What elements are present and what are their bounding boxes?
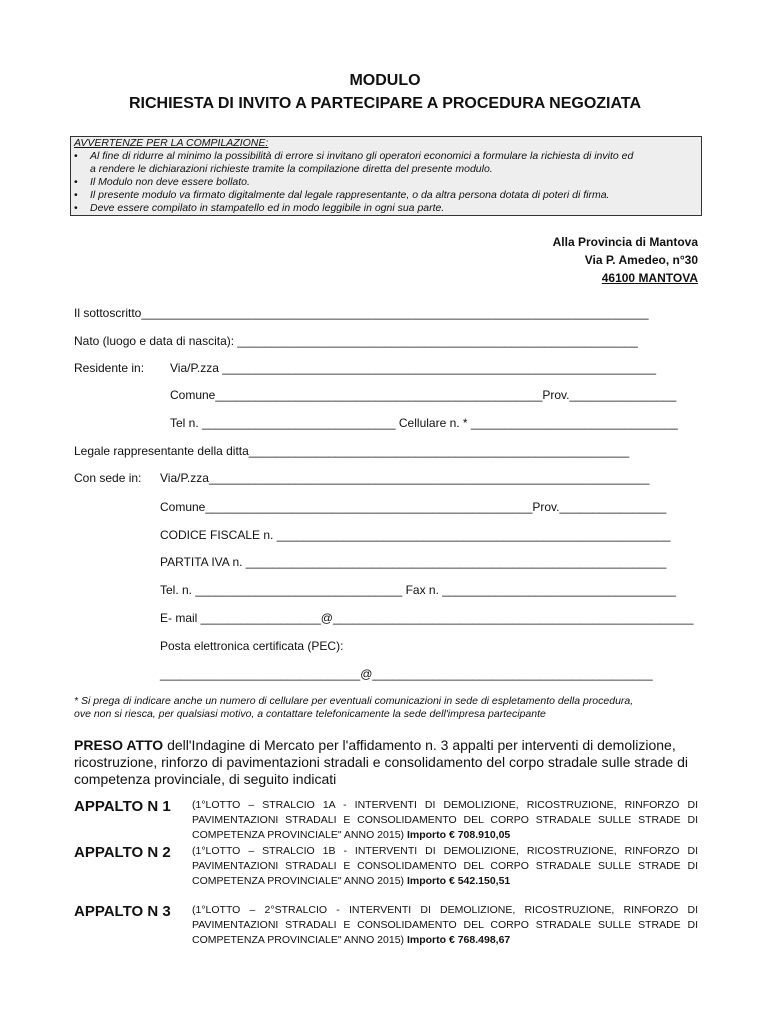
warning-item: • Il presente modulo va firmato digitalmente dal legale rappresentante, o da altra persona dotata di poteri di firma. [74,189,610,201]
appalto-description: (1°LOTTO – STRALCIO 1A - INTERVENTI DI DEMOLIZIONE, RICOSTRUZIONE, RINFORZO DI PAVIMENTAZIONI STRADALI E CONSOLIDAMENTO DEL CORPO STRADALE SULLE STRADE DI COMPETENZA PROVINCIALE" ANNO 2015) Importo € 708.910,05 [192,799,698,841]
bullet-icon: • [74,150,78,162]
email-field[interactable]: E- mail __________________@______________________________________________________ [160,611,694,625]
warnings-heading: AVVERTENZE PER LA COMPILAZIONE: [74,137,269,149]
warning-item: • Deve essere compilato in stampatello ed in modo leggibile in ogni sua parte. [74,202,445,214]
appalto-label: APPALTO N 2 [74,844,171,861]
sottoscritto-field[interactable]: Il sottoscritto____________________________________________________________________________ [74,306,649,320]
warnings-box [70,136,702,216]
residente-via-field[interactable]: Via/P.zza _________________________________________________________________ [170,361,657,375]
preso-atto-text: dell'Indagine di Mercato per l'affidamento n. 3 appalti per interventi di demolizione, ricostruzione, rinforzo di pavimentazioni stradali e consolidamento del corpo stradale sulle strade di competenza provinciale, di seguito indicati [74,737,688,787]
page-title: MODULO [349,72,421,89]
residente-comune-field[interactable]: Comune_________________________________________________Prov.________________ [170,388,677,402]
bullet-icon: • [74,202,78,214]
residente-tel-field[interactable]: Tel n. _____________________________ Cellulare n. * _______________________________ [170,416,678,430]
pec-field[interactable]: ______________________________@__________________________________________ [160,667,653,681]
recipient-line: 46100 MANTOVA [601,271,698,285]
appalto-description: (1°LOTTO – STRALCIO 1B - INTERVENTI DI DEMOLIZIONE, RICOSTRUZIONE, RINFORZO DI PAVIMENTAZIONI STRADALI E CONSOLIDAMENTO DEL CORPO STRADALE SULLE STRADE DI COMPETENZA PROVINCIALE" ANNO 2015) Importo € 542.150,51 [192,845,698,887]
residente-label: Residente in: [74,361,145,375]
page-subtitle: RICHIESTA DI INVITO A PARTECIPARE A PROCEDURA NEGOZIATA [128,95,641,112]
note-line: * Si prega di indicare anche un numero di cellulare per eventuali comunicazioni in sede di espletamento della procedura, [74,695,634,707]
note-line: ove non si riesca, per qualsiasi motivo, a contattare telefonicamente la sede dell'impresa partecipante [74,708,546,720]
bullet-icon: • [74,189,78,201]
appalto-label: APPALTO N 1 [74,798,171,815]
appalto-label: APPALTO N 3 [74,903,171,920]
partita-iva-field[interactable]: PARTITA IVA n. _______________________________________________________________ [160,555,667,569]
appalto-importo: Importo € 542.150,51 [406,875,511,887]
warning-item-continued: a rendere le dichiarazioni richieste tramite la compilazione diretta del presente modulo. [90,163,493,175]
recipient-line: Via P. Amedeo, n°30 [584,253,698,267]
codice-fiscale-field[interactable]: CODICE FISCALE n. ___________________________________________________________ [160,528,671,542]
preso-atto-paragraph [74,737,714,788]
nascita-field[interactable]: Nato (luogo e data di nascita): ____________________________________________________________ [74,334,638,348]
bullet-icon: • [74,176,78,188]
appalto-importo: Importo € 768.498,67 [406,934,511,946]
tel-fax-field[interactable]: Tel. n. _______________________________ Fax n. ___________________________________ [160,583,676,597]
warning-item: • Al fine di ridurre al minimo la possibilità di errore si invitano gli operatori economici a formulare la richiesta di invito ed [74,150,634,162]
sede-label: Con sede in: [74,471,142,485]
recipient-line: Alla Provincia di Mantova [552,235,698,249]
legale-field[interactable]: Legale rappresentante della ditta_________________________________________________________ [74,444,630,458]
sede-via-field[interactable]: Via/P.zza__________________________________________________________________ [160,471,650,485]
warning-item: • Il Modulo non deve essere bollato. [74,176,250,188]
appalto-importo: Importo € 708.910,05 [406,829,511,841]
sede-comune-field[interactable]: Comune_________________________________________________Prov.________________ [160,500,667,514]
appalto-description: (1°LOTTO – 2°STRALCIO - INTERVENTI DI DEMOLIZIONE, RICOSTRUZIONE, RINFORZO DI PAVIMENTAZIONI STRADALI E CONSOLIDAMENTO DEL CORPO STRADALE SULLE STRADE DI COMPETENZA PROVINCIALE" ANNO 2015) Importo € 768.498,67 [192,904,698,946]
preso-atto-bold: PRESO ATTO [74,737,164,753]
pec-label: Posta elettronica certificata (PEC): [160,639,344,653]
